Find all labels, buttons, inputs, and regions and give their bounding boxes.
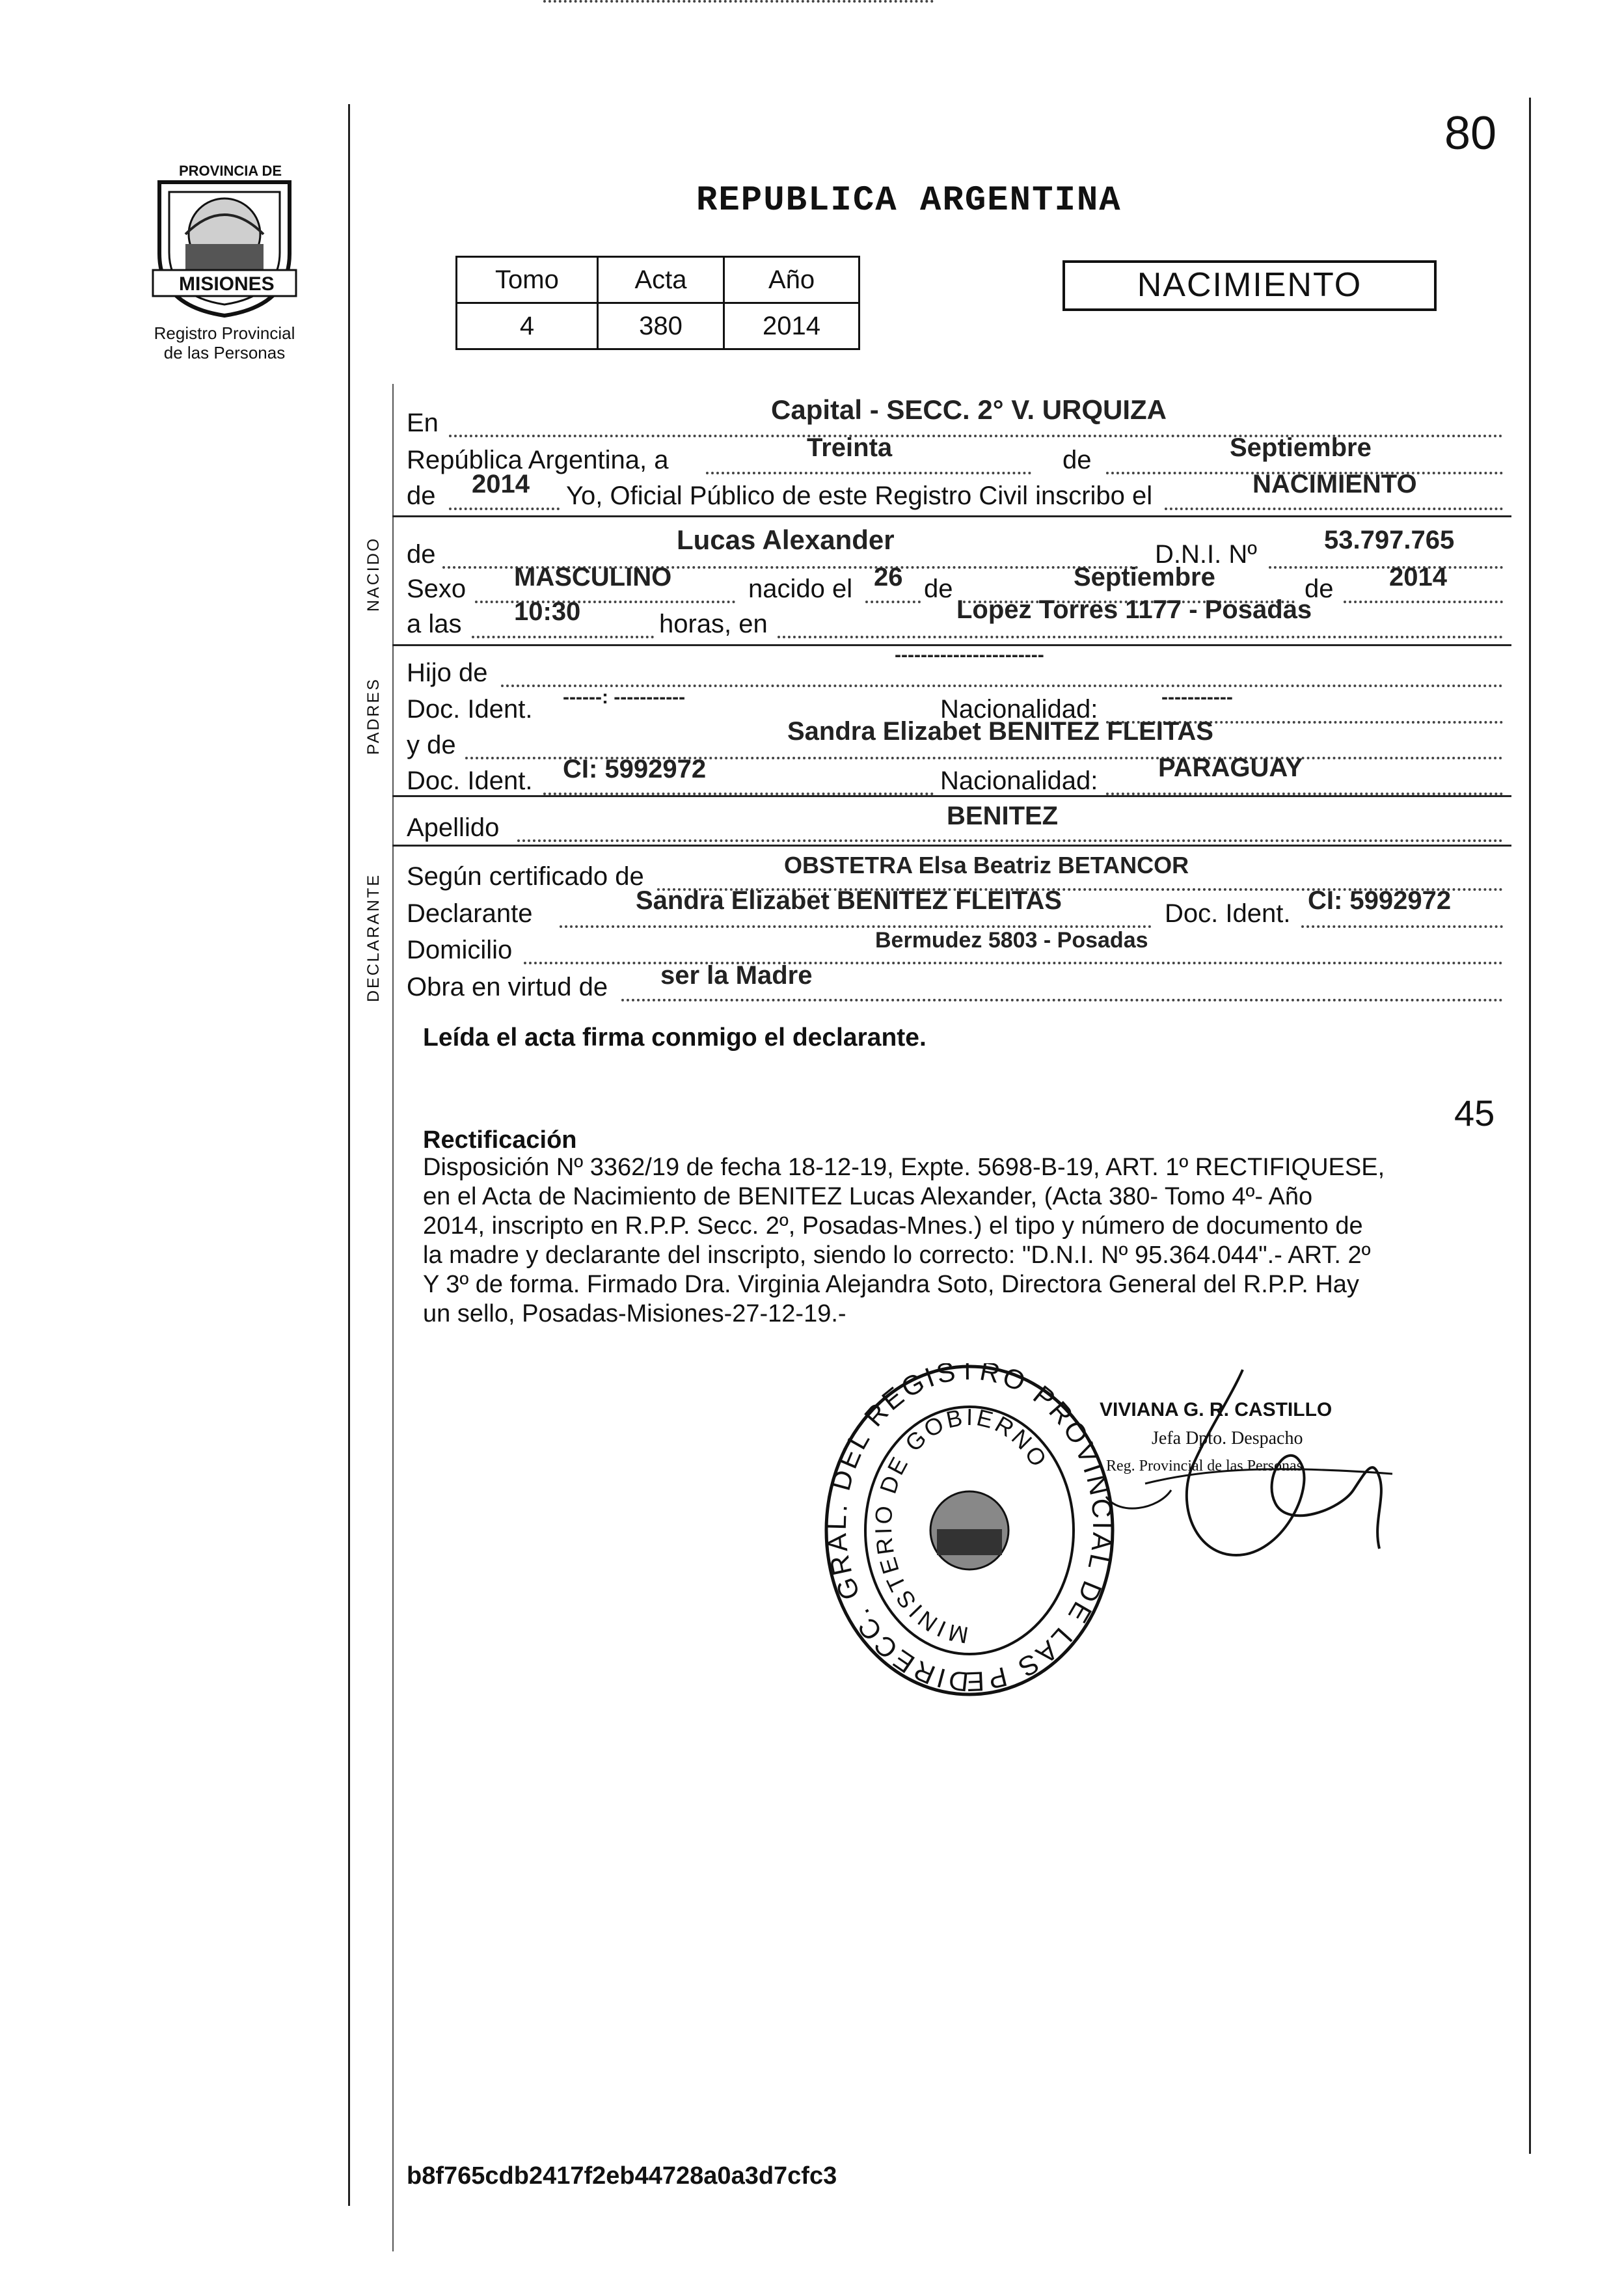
- en-label: En: [407, 409, 439, 437]
- divider-apellido: [392, 795, 1511, 797]
- divider-declarante: [392, 845, 1511, 847]
- inscribo-label: Yo, Oficial Público de este Registro Civil inscribo el: [566, 482, 1153, 510]
- seal-top-text: PROVINCIA DE: [179, 163, 282, 179]
- dni-line: [1269, 566, 1503, 569]
- mother-nat: PARAGUAY: [1158, 754, 1303, 782]
- child-name: Lucas Alexander: [677, 524, 895, 555]
- anio-value: 2014: [724, 303, 859, 349]
- nacido-el-label: nacido el: [748, 575, 853, 603]
- birth-time: 10:30: [514, 597, 581, 626]
- father-name: -----------------------: [895, 644, 1044, 666]
- tomo-value: 4: [457, 303, 598, 349]
- left-margin-line: [348, 104, 350, 2206]
- hijo-label: Hijo de: [407, 659, 488, 687]
- nacido-de-label: de: [407, 540, 436, 569]
- registry-line-2: de las Personas: [163, 343, 286, 362]
- seal-bottom-text: MISIONES: [179, 273, 275, 295]
- event-line: [1165, 508, 1503, 510]
- register-table: [455, 256, 860, 350]
- year-line: [449, 508, 560, 510]
- nacido-de-label-2: de: [924, 575, 953, 603]
- decl-doc-label: Doc. Ident.: [1165, 899, 1291, 928]
- apellido-value: BENITEZ: [947, 802, 1059, 830]
- father-nat: -----------: [1161, 686, 1233, 708]
- acta-event: NACIMIENTO: [1252, 470, 1417, 498]
- day-word: Treinta: [807, 433, 893, 462]
- dom-label: Domicilio: [407, 936, 513, 964]
- de2-label: de: [407, 482, 436, 510]
- father-doc-line: [543, 0, 934, 3]
- registry-line-1: Registro Provincial: [154, 323, 295, 343]
- section-padres: PADRES: [364, 677, 383, 755]
- father-doc-label: Doc. Ident.: [407, 695, 533, 724]
- rectificacion-line-2: en el Acta de Nacimiento de BENITEZ Lucas Alexander, (Acta 380- Tomo 4º- Año: [423, 1183, 1313, 1210]
- birth-day: 26: [874, 563, 903, 591]
- obra-label: Obra en virtud de: [407, 973, 608, 1001]
- yde-label: y de: [407, 731, 456, 759]
- obra-line: [621, 999, 1503, 1001]
- signer-title: Jefa Dpto. Despacho: [1152, 1428, 1303, 1448]
- father-nat-label: Nacionalidad:: [940, 695, 1098, 724]
- country-title: REPUBLICA ARGENTINA: [696, 181, 1122, 221]
- acta-header: Acta: [597, 257, 724, 303]
- father-doc: ------: -----------: [563, 686, 686, 708]
- day-word-line: [706, 472, 1031, 474]
- note-number: 45: [1454, 1093, 1495, 1134]
- alas-label: a las: [407, 610, 462, 638]
- birth-place-line: [778, 636, 1503, 638]
- rectificacion-line-6: un sello, Posadas-Misiones-27-12-19.-: [423, 1300, 846, 1327]
- mother-doc: CI: 5992972: [563, 755, 707, 783]
- document-hash: b8f765cdb2417f2eb44728a0a3d7cfc3: [407, 2162, 837, 2190]
- decl-doc-line: [1301, 925, 1503, 928]
- acta-month: Septiembre: [1230, 433, 1372, 462]
- anio-header: Año: [724, 257, 859, 303]
- rectificacion-title: Rectificación: [423, 1126, 577, 1154]
- dni-label: D.N.I. Nº: [1155, 540, 1257, 569]
- child-dni: 53.797.765: [1324, 526, 1455, 554]
- nacido-de-label-3: de: [1305, 575, 1334, 603]
- dom-value: Bermudez 5803 - Posadas: [875, 928, 1148, 953]
- inner-margin-line: [392, 384, 394, 2251]
- province-seal: [146, 156, 303, 319]
- horas-label: horas, en: [659, 610, 768, 638]
- mother-name: Sandra Elizabet BENITEZ FLEITAS: [787, 717, 1213, 746]
- cert-value: OBSTETRA Elsa Beatriz BETANCOR: [784, 852, 1189, 878]
- rectificacion-line-5: Y 3º de forma. Firmado Dra. Virginia Alejandra Soto, Directora General del R.P.P. Hay: [423, 1271, 1359, 1298]
- child-sexo: MASCULINO: [514, 563, 672, 591]
- signer-name: VIVIANA G. R. CASTILLO: [1100, 1399, 1333, 1420]
- day-line: [865, 601, 921, 603]
- birth-year: 2014: [1389, 563, 1447, 591]
- birth-year-line: [1344, 601, 1503, 603]
- acta-year: 2014: [472, 470, 530, 498]
- right-margin-line: [1529, 98, 1531, 2154]
- rectificacion-line-4: la madre y declarante del inscripto, siendo lo correcto: "D.N.I. Nº 95.364.044".- ART. 2º: [423, 1242, 1371, 1269]
- stamp-ring-text: DIRECC. GRAL. DEL REGISTRO PROVINCIAL DE LAS PE: [823, 1363, 1116, 1698]
- stamp-inner-text: MINISTERIO DE GOBIERNO: [869, 1403, 1054, 1649]
- republica-label: República Argentina, a: [407, 446, 669, 474]
- rectificacion-line-3: 2014, inscripto en R.P.P. Secc. 2º, Posadas-Mnes.) el tipo y número de documento de: [423, 1212, 1363, 1240]
- decl-value: Sandra Elizabet BENITEZ FLEITAS: [636, 886, 1062, 915]
- sexo-label: Sexo: [407, 575, 467, 603]
- acta-value: 380: [597, 303, 724, 349]
- signer-org: Reg. Provincial de las Personas: [1106, 1458, 1303, 1474]
- section-declarante: DECLARANTE: [364, 873, 383, 1002]
- apellido-label: Apellido: [407, 813, 500, 842]
- page-number: 80: [1444, 107, 1497, 159]
- decl-doc: CI: 5992972: [1308, 886, 1452, 915]
- mother-nat-label: Nacionalidad:: [940, 767, 1098, 795]
- divider-nacido: [392, 515, 1511, 517]
- doc-type: NACIMIENTO: [1137, 266, 1362, 304]
- section-nacido: NACIDO: [364, 536, 383, 612]
- decl-label: Declarante: [407, 899, 533, 928]
- rectificacion-line-1: Disposición Nº 3362/19 de fecha 18-12-19, Expte. 5698-B-19, ART. 1º RECTIFIQUESE,: [423, 1154, 1385, 1181]
- de-label: de: [1062, 446, 1092, 474]
- obra-value: ser la Madre: [660, 961, 813, 990]
- birth-place: Lopez Torres 1177 - Posadas: [956, 595, 1312, 624]
- acta-place: Capital - SECC. 2° V. URQUIZA: [771, 394, 1167, 425]
- mother-doc-label: Doc. Ident.: [407, 767, 533, 795]
- cert-label: Según certificado de: [407, 862, 644, 891]
- apellido-line: [517, 839, 1503, 842]
- closing-text: Leída el acta firma conmigo el declarante.: [423, 1024, 927, 1052]
- birth-month: Septiembre: [1074, 563, 1215, 591]
- time-line: [472, 636, 654, 638]
- tomo-header: Tomo: [457, 257, 598, 303]
